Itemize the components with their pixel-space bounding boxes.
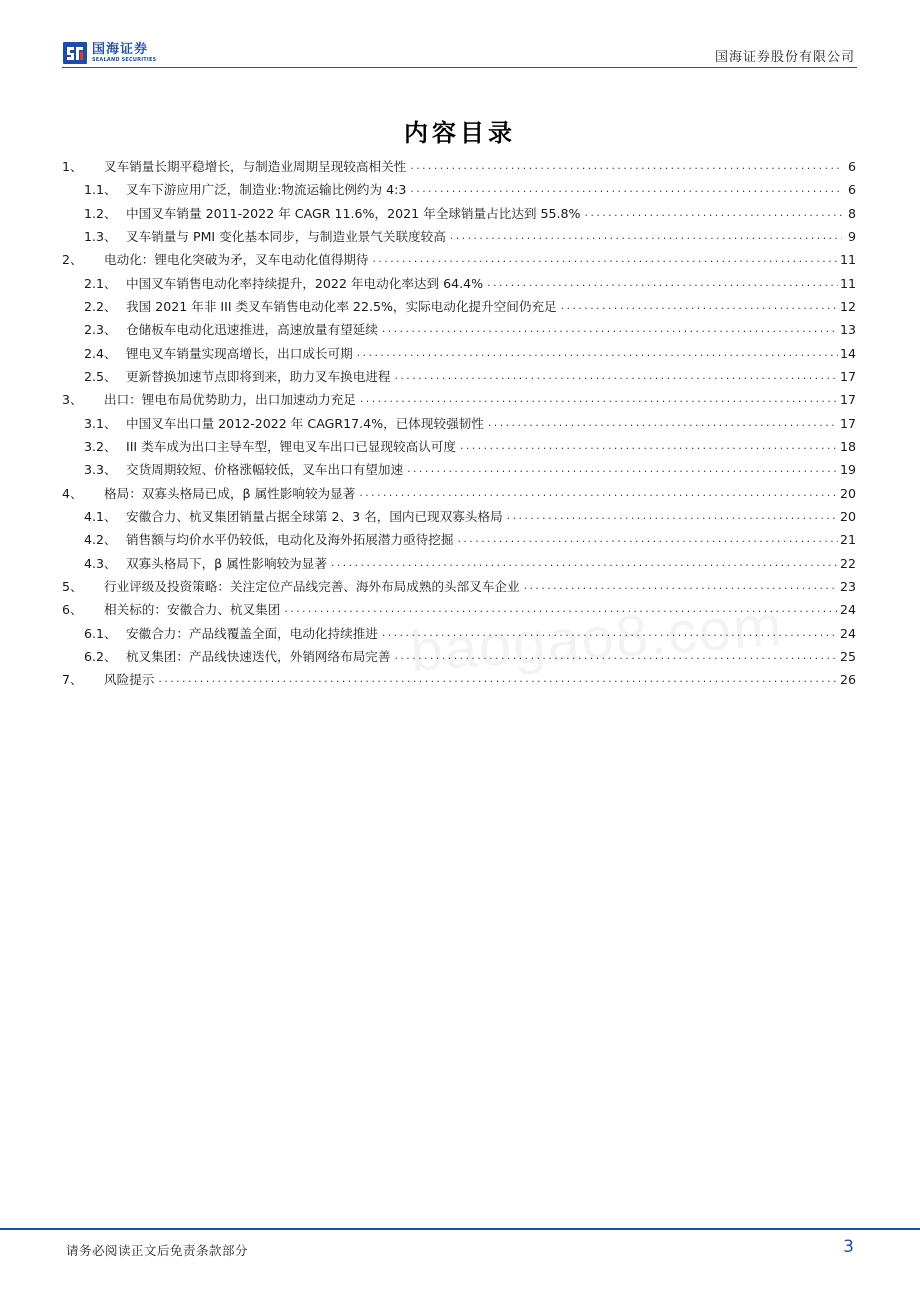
toc-leader-dots [459,439,838,454]
toc-entry-number: 4.2、 [84,532,117,548]
logo-name-en: SEALAND SECURITIES [92,56,157,63]
toc-entry-number: 3.1、 [84,415,117,431]
toc-entry-title: 我国 2021 年非 III 类叉车销售电动化率 22.5%，实际电动化提升空间仍充足 [126,299,557,315]
toc-entry-number: 1.3、 [84,229,117,245]
toc-entry[interactable] [62,342,856,365]
logo-name-cn: 国海证券 [92,41,149,57]
toc-entry[interactable] [62,178,856,201]
toc-leader-dots [584,206,842,221]
toc-entry[interactable] [62,552,856,575]
toc-leader-dots [487,416,838,431]
disclaimer-note: 请务必阅读正文后免责条款部分 [66,1243,249,1258]
toc-entry[interactable] [62,225,856,248]
toc-leader-dots [523,579,838,594]
toc-entry[interactable] [62,155,856,178]
toc-entry[interactable] [62,528,856,551]
toc-entry-page: 26 [839,672,856,688]
toc-entry-title: 锂电叉车销量实现高增长，出口成长可期 [126,345,353,361]
toc-entry-number: 2.1、 [84,275,117,291]
toc-entry-title: 中国叉车销售电动化率持续提升，2022 年电动化率达到 64.4% [126,275,484,291]
toc-entry-page: 11 [839,252,856,268]
toc-entry-number: 2、 [62,252,83,268]
toc-entry-page: 14 [839,345,856,361]
toc-leader-dots [506,509,838,524]
toc-entry-page: 8 [847,205,856,221]
toc-entry-number: 2.5、 [84,369,117,385]
toc-entry-page: 6 [847,182,856,198]
toc-entry-page: 6 [847,159,856,175]
toc-entry[interactable] [62,202,856,225]
toc-entry-page: 20 [839,485,856,501]
toc-entry[interactable] [62,388,856,411]
toc-leader-dots [371,252,838,267]
toc-leader-dots [358,486,838,501]
toc-entry-number: 5、 [62,579,83,595]
toc-entry-title: 销售额与均价水平仍较低，电动化及海外拓展潜力亟待挖掘 [126,532,454,548]
toc-leader-dots [456,532,838,547]
toc-entry-number: 6.1、 [84,625,117,641]
toc-entry-page: 17 [839,415,856,431]
toc-entry-title: 更新替换加速节点即将到来，助力叉车换电进程 [126,369,391,385]
toc-entry-page: 24 [839,602,856,618]
toc-entry[interactable] [62,458,856,481]
toc-entry[interactable] [62,482,856,505]
toc-entry-page: 9 [847,229,856,245]
toc-entry-title: 中国叉车销量 2011-2022 年 CAGR 11.6%，2021 年全球销量占比达到 55.8% [126,205,581,221]
toc-entry-page: 12 [839,299,856,315]
company-name: 国海证券股份有限公司 [714,50,855,65]
toc-leader-dots [409,159,842,174]
toc-entry-title: 叉车销量长期平稳增长，与制造业周期呈现较高相关性 [104,159,407,175]
toc-leader-dots [560,299,838,314]
toc-entry-number: 2.2、 [84,299,117,315]
toc-entry-title: 杭叉集团：产品线快速迭代，外销网络布局完善 [126,649,391,665]
header-divider [62,67,857,68]
toc-entry-number: 1.2、 [84,205,117,221]
sealand-logo-icon [62,40,88,66]
toc-entry-number: 3、 [62,392,83,408]
footer-divider [0,1228,920,1230]
toc-entry-title: 风险提示 [104,672,155,688]
toc-leader-dots [359,392,838,407]
toc-entry-title: 叉车下游应用广泛，制造业:物流运输比例约为 4:3 [126,182,407,198]
toc-entry-page: 11 [839,275,856,291]
toc-leader-dots [381,322,838,337]
toc-entry-number: 4、 [62,485,83,501]
toc-entry-title: 叉车销量与 PMI 变化基本同步，与制造业景气关联度较高 [126,229,446,245]
toc-entry-page: 23 [839,579,856,595]
toc-entry-number: 4.1、 [84,509,117,525]
toc-entry-title: 相关标的：安徽合力、杭叉集团 [104,602,281,618]
toc-entry-title: 交货周期较短、价格涨幅较低，叉车出口有望加速 [126,462,404,478]
toc-leader-dots [393,369,838,384]
company-logo [62,40,156,66]
toc-entry-number: 2.3、 [84,322,117,338]
toc-entry-title: 行业评级及投资策略：关注定位产品线完善、海外布局成熟的头部叉车企业 [104,579,520,595]
toc-entry-number: 1、 [62,159,83,175]
toc-entry-title: 出口：锂电布局优势助力，出口加速动力充足 [104,392,356,408]
toc-leader-dots [486,276,838,291]
toc-entry[interactable] [62,295,856,318]
toc-entry[interactable] [62,318,856,341]
toc-entry-page: 19 [839,462,856,478]
toc-entry-page: 24 [839,625,856,641]
toc-entry-title: 安徽合力、杭叉集团销量占据全球第 2、3 名，国内已现双寡头格局 [126,509,503,525]
toc-entry-number: 1.1、 [84,182,117,198]
toc-leader-dots [356,346,838,361]
toc-entry[interactable] [62,435,856,458]
toc-entry-number: 3.3、 [84,462,117,478]
toc-entry-page: 20 [839,509,856,525]
toc-entry-number: 4.3、 [84,555,117,571]
toc-entry-title: 电动化：锂电化突破为矛，叉车电动化值得期待 [104,252,369,268]
toc-entry-page: 21 [839,532,856,548]
toc-entry-page: 17 [839,392,856,408]
toc-entry-title: 中国叉车出口量 2012-2022 年 CAGR17.4%，已体现较强韧性 [126,415,484,431]
toc-entry-page: 17 [839,369,856,385]
toc-entry-number: 3.2、 [84,439,117,455]
toc-entry-number: 7、 [62,672,83,688]
toc-entry-page: 25 [839,649,856,665]
toc-entry[interactable] [62,248,856,271]
toc-leader-dots [330,556,838,571]
toc-entry[interactable] [62,505,856,528]
toc-entry-title: 仓储板车电动化迅速推进，高速放量有望延续 [126,322,378,338]
toc-title: 内容目录 [404,119,516,147]
toc-leader-dots [406,462,838,477]
toc-entry-number: 6.2、 [84,649,117,665]
toc-entry-number: 6、 [62,602,83,618]
toc-leader-dots [449,229,842,244]
toc-leader-dots [409,182,842,197]
toc-entry-number: 2.4、 [84,345,117,361]
toc-entry[interactable] [62,272,856,295]
toc-entry-page: 22 [839,555,856,571]
toc-entry[interactable] [62,365,856,388]
toc-entry-title: 双寡头格局下，β 属性影响较为显著 [126,555,327,571]
toc-entry-page: 13 [839,322,856,338]
toc-entry-title: 安徽合力：产品线覆盖全面，电动化持续推进 [126,625,378,641]
page-number: 3 [843,1237,854,1257]
toc-entry[interactable] [62,412,856,435]
toc-entry-title: III 类车成为出口主导车型，锂电叉车出口已显现较高认可度 [126,439,456,455]
page-header [62,36,857,70]
logo-text [92,43,156,64]
toc-entry-title: 格局：双寡头格局已成，β 属性影响较为显著 [104,485,356,501]
toc-entry-page: 18 [839,439,856,455]
